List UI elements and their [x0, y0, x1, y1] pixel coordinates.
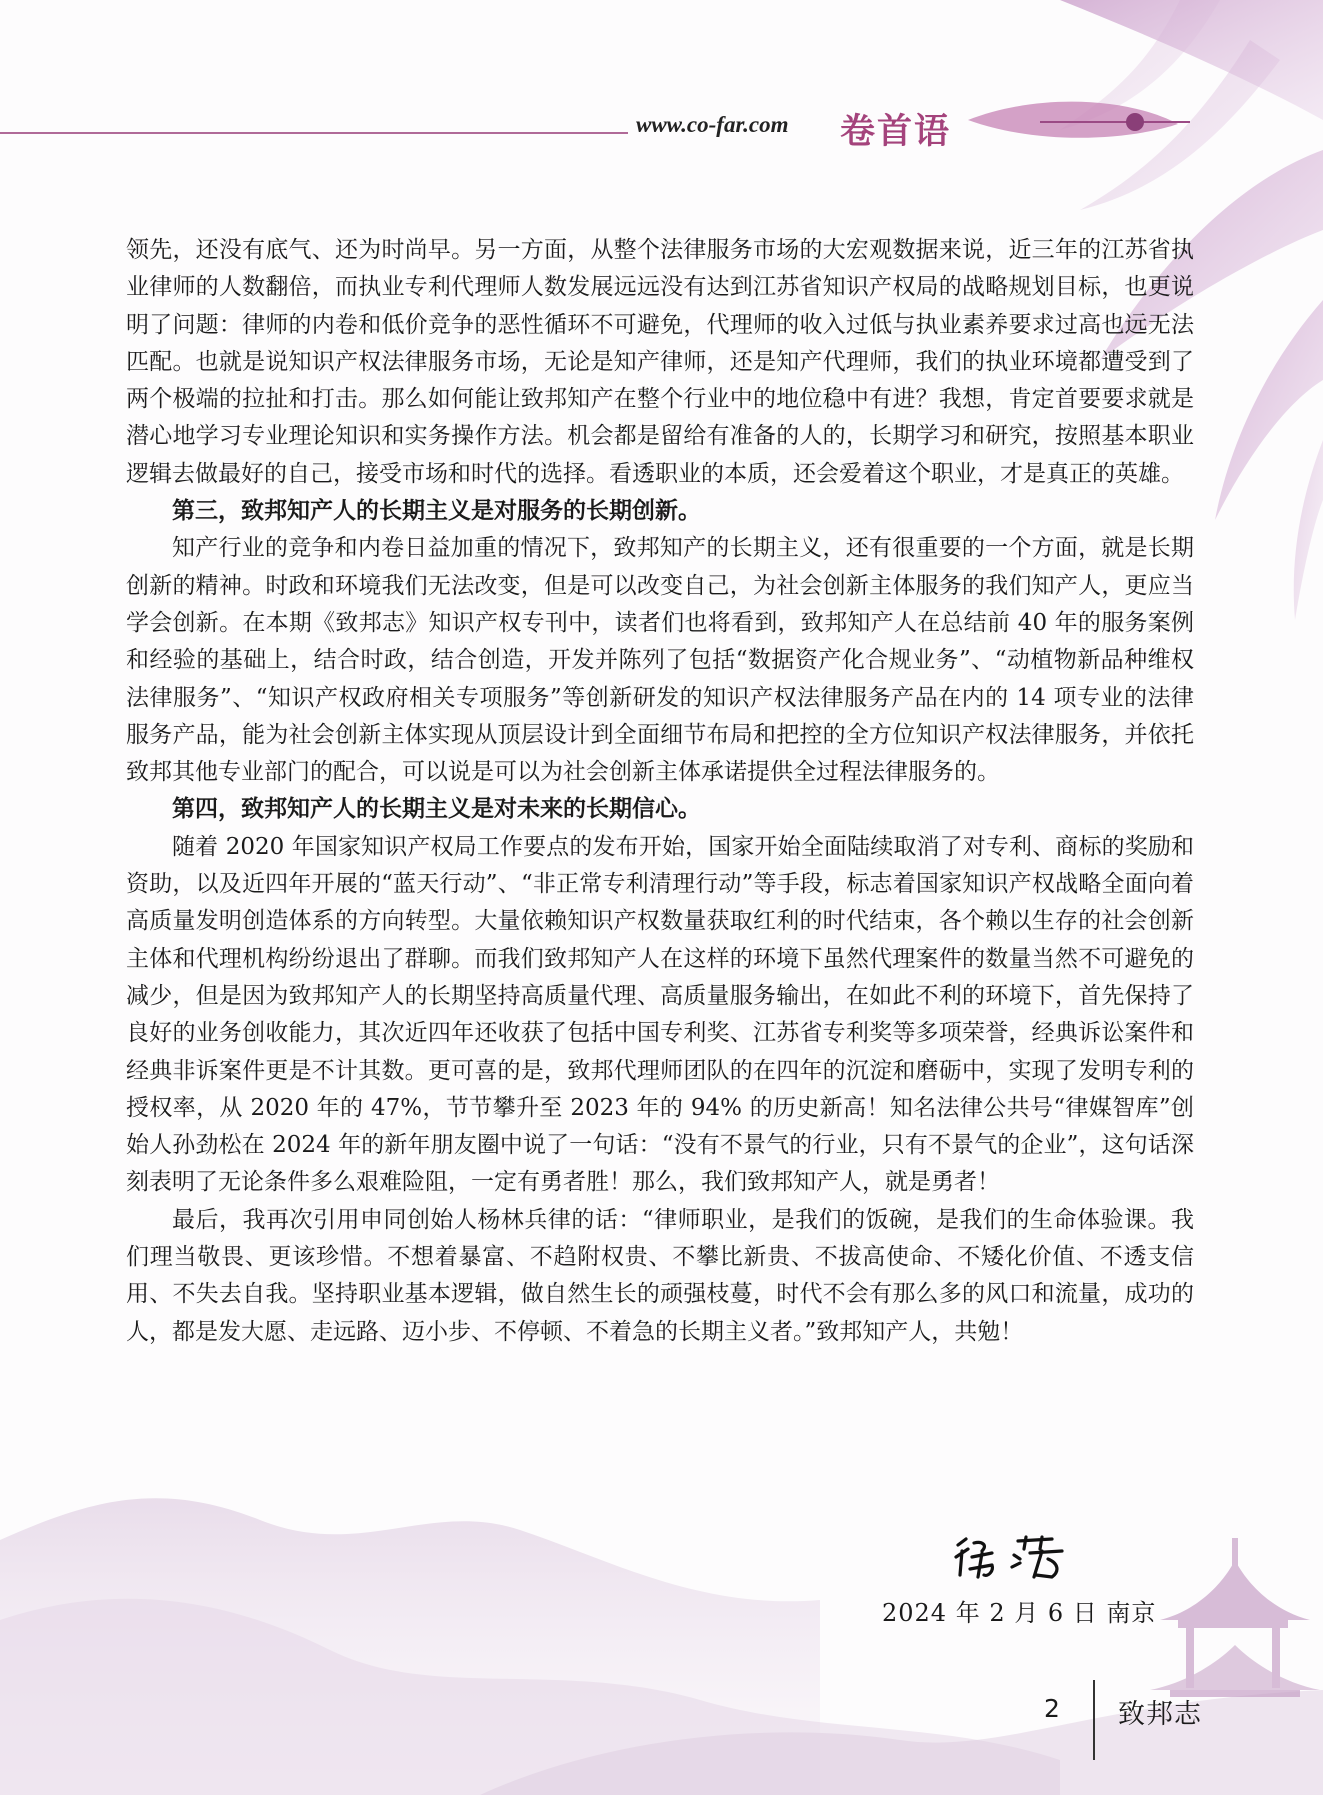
date-location: 2024 年 2 月 6 日 南京: [882, 1599, 1157, 1627]
magazine-name: 致邦志: [1118, 1699, 1202, 1730]
paragraph-continued: 领先，还没有底气、还为时尚早。另一方面，从整个法律服务市场的大宏观数据来说，近三年的江苏省执业律师的人数翻倍，而执业专利代理师人数发展远远没有达到江苏省知识产权局的战略规划目标，也更说明了问题：律师的内卷和低价竞争的恶性循环不可避免，代理师的收入过低与执业素养要求过高也远无法匹配。也就是说知识产权法律服务市场，无论是知产律师，还是知产代理师，我们的执业环境都遭受到了两个极端的拉扯和打击。那么如何能让致邦知产在整个行业中的地位稳中有进？我想，肯定首要要求就是潜心地学习专业理论知识和实务操作方法。机会都是留给有准备的人的，长期学习和研究，按照基本职业逻辑去做最好的自己，接受市场和时代的选择。看透职业的本质，还会爱着这个职业，才是真正的英雄。: [126, 237, 1194, 487]
page-number: 2: [1044, 1694, 1060, 1723]
mountain-landscape: [0, 1498, 1323, 1795]
paragraph-closing-quote: 最后，我再次引用申同创始人杨林兵律的话：“律师职业，是我们的饭碗，是我们的生命体验课。我们理当敬畏、更该珍惜。不想着暴富、不趋附权贵、不攀比新贵、不拔高使命、不矮化价值、不透支信用、不失去自我。坚持职业基本逻辑，做自然生长的顽强枝蔓，时代不会有那么多的风口和流量，成功的人，都是发大愿、走远路、迈小步、不停顿、不着急的长期主义者。”致邦知产人，共勉！: [126, 1206, 1194, 1345]
header-leaf-ornament: [968, 102, 1178, 138]
article-body: [126, 232, 1194, 1351]
footer-divider: [1093, 1680, 1095, 1760]
handwritten-signature: [952, 1535, 1072, 1581]
subheading-third-point: 第三，致邦知产人的长期主义是对服务的长期创新。: [172, 498, 701, 525]
website-url: www.co-far.com: [636, 112, 789, 137]
paragraph-innovation: 知产行业的竞争和内卷日益加重的情况下，致邦知产的长期主义，还有很重要的一个方面，就是长期创新的精神。时政和环境我们无法改变，但是可以改变自己，为社会创新主体服务的我们知产人，更应当学会创新。在本期《致邦志》知识产权专刊中，读者们也将看到，致邦知产人在总结前 40 年的服务案例和经验的基础上，结合时政，结合创造，开发并陈列了包括“数据资产化合规业务”、“动植物新品种维权法律服务”、“知识产权政府相关专项服务”等创新研发的知识产权法律服务产品在内的 14 项专业的法律服务产品，能为社会创新主体实现从顶层设计到全面细节布局和把控的全方位知识产权法律服务，并依托致邦其他专业部门的配合，可以说是可以为社会创新主体承诺提供全过程法律服务的。: [126, 535, 1194, 786]
paragraph-confidence: 随着 2020 年国家知识产权局工作要点的发布开始，国家开始全面陆续取消了对专利、商标的奖励和资助，以及近四年开展的“蓝天行动”、“非正常专利清理行动”等手段，标志着国家知识产权战略全面向着高质量发明创造体系的方向转型。大量依赖知识产权数量获取红利的时代结束，各个赖以生存的社会创新主体和代理机构纷纷退出了群聊。而我们致邦知产人在这样的环境下虽然代理案件的数量当然不可避免的减少，但是因为致邦知产人的长期坚持高质量代理、高质量服务输出，在如此不利的环境下，首先保持了良好的业务创收能力，其次近四年还收获了包括中国专利奖、江苏省专利奖等多项荣誉，经典诉讼案件和经典非诉案件更是不计其数。更可喜的是，致邦代理师团队的在四年的沉淀和磨砺中，实现了发明专利的授权率，从 2020 年的 47%，节节攀升至 2023 年的 94% 的历史新高！知名法律公共号“律媒智库”创始人孙劲松在 2024 年的新年朋友圈中说了一句话：“没有不景气的行业，只有不景气的企业”，这句话深刻表明了无论条件多么艰难险阻，一定有勇者胜！那么，我们致邦知产人，就是勇者！: [126, 833, 1194, 1196]
section-title: 卷首语: [840, 112, 952, 152]
subheading-fourth-point: 第四，致邦知产人的长期主义是对未来的长期信心。: [172, 796, 701, 823]
pavilion-illustration: [1150, 1538, 1320, 1697]
